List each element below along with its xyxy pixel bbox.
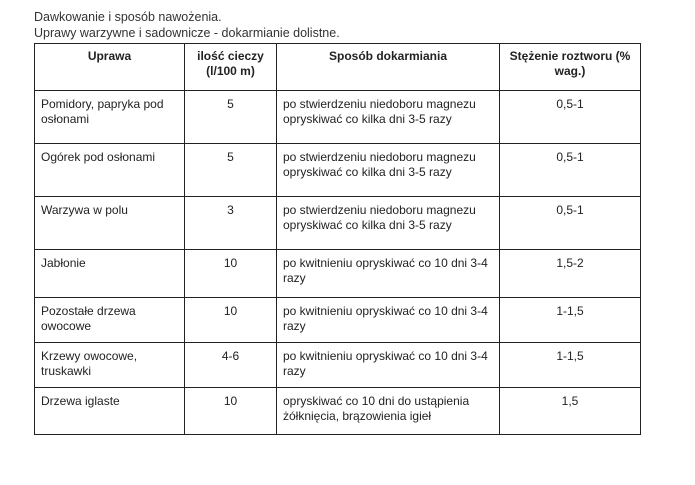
table-row [35, 144, 641, 197]
table-row [35, 91, 641, 144]
cell-liquid-amount: 5 [185, 91, 277, 144]
cell-crop: Krzewy owocowe, truskawki [35, 343, 185, 388]
cell-crop: Pozostałe drzewa owocowe [35, 298, 185, 343]
cell-liquid-amount: 10 [185, 250, 277, 298]
document-title-line-2: Uprawy warzywne i sadownicze - dokarmianie dolistne. [34, 26, 340, 40]
header-liquid-amount: ilość cieczy (l/100 m) [185, 44, 277, 91]
table-row [35, 197, 641, 250]
table-header [35, 44, 641, 91]
document-title-line-1: Dawkowanie i sposób nawożenia. [34, 10, 222, 24]
cell-method: po kwitnieniu opryskiwać co 10 dni 3-4 razy [277, 250, 500, 298]
cell-concentration: 0,5-1 [500, 144, 641, 197]
cell-method: po kwitnieniu opryskiwać co 10 dni 3-4 razy [277, 343, 500, 388]
header-concentration: Stężenie roztworu (% wag.) [500, 44, 641, 91]
cell-crop: Jabłonie [35, 250, 185, 298]
table-row [35, 250, 641, 298]
cell-liquid-amount: 5 [185, 144, 277, 197]
cell-concentration: 1-1,5 [500, 343, 641, 388]
cell-crop: Drzewa iglaste [35, 388, 185, 435]
table-body [35, 91, 641, 435]
cell-concentration: 1,5 [500, 388, 641, 435]
dosage-table [34, 43, 641, 435]
cell-method: opryskiwać co 10 dni do ustąpienia żółknięcia, brązowienia igieł [277, 388, 500, 435]
table-row [35, 388, 641, 435]
cell-crop: Ogórek pod osłonami [35, 144, 185, 197]
cell-method: po stwierdzeniu niedoboru magnezu opryskiwać co kilka dni 3-5 razy [277, 197, 500, 250]
cell-liquid-amount: 4-6 [185, 343, 277, 388]
cell-liquid-amount: 10 [185, 298, 277, 343]
table-header-row [35, 44, 641, 91]
cell-crop: Pomidory, papryka pod osłonami [35, 91, 185, 144]
document-body [34, 9, 664, 435]
cell-liquid-amount: 3 [185, 197, 277, 250]
cell-liquid-amount: 10 [185, 388, 277, 435]
cell-method: po stwierdzeniu niedoboru magnezu opryskiwać co kilka dni 3-5 razy [277, 144, 500, 197]
table-row [35, 343, 641, 388]
table-row [35, 298, 641, 343]
cell-concentration: 0,5-1 [500, 91, 641, 144]
cell-concentration: 1,5-2 [500, 250, 641, 298]
cell-crop: Warzywa w polu [35, 197, 185, 250]
header-method: Sposób dokarmiania [277, 44, 500, 91]
cell-concentration: 0,5-1 [500, 197, 641, 250]
cell-concentration: 1-1,5 [500, 298, 641, 343]
cell-method: po kwitnieniu opryskiwać co 10 dni 3-4 razy [277, 298, 500, 343]
cell-method: po stwierdzeniu niedoboru magnezu opryskiwać co kilka dni 3-5 razy [277, 91, 500, 144]
header-crop: Uprawa [35, 44, 185, 91]
